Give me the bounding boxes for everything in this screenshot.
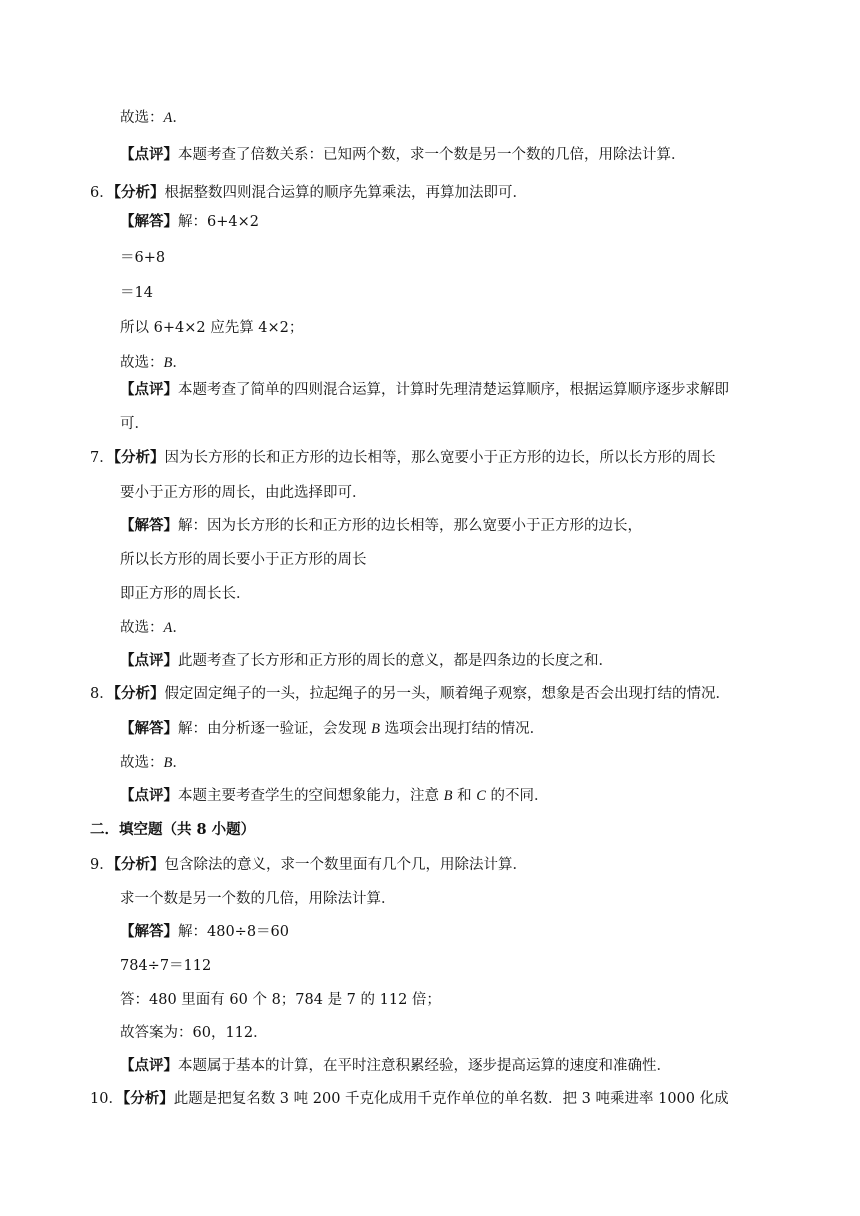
- q9-analysis-cont: 求一个数是另一个数的几倍，用除法计算．: [120, 891, 396, 907]
- q9-review: 【点评】本题属于基本的计算，在平时注意积累经验，逐步提高运算的速度和准确性．: [120, 1057, 671, 1074]
- q7-step: 所以长方形的周长要小于正方形的周长: [120, 552, 367, 568]
- q6-step: 所以 6+4×2 应先算 4×2；: [120, 320, 304, 336]
- q10-analysis: 10．【分析】此题是把复名数 3 吨 200 千克化成用千克作单位的单名数．把 3 吨乘进率 1000 化成: [90, 1090, 729, 1107]
- q7-step: 即正方形的周长长．: [120, 586, 251, 602]
- q7-analysis: 7．【分析】因为长方形的长和正方形的边长相等，那么宽要小于正方形的边长，所以长方形的周长: [90, 449, 716, 466]
- choice-line: 故选：A．: [120, 110, 187, 126]
- q6-review: 【点评】本题考查了简单的四则混合运算，计算时先理清楚运算顺序，根据运算顺序逐步求解即: [120, 381, 729, 398]
- q8-analysis: 8．【分析】假定固定绳子的一头，拉起绳子的另一头，顺着绳子观察，想象是否会出现打结的情况．: [90, 685, 730, 702]
- review-line: 【点评】本题考查了倍数关系：已知两个数，求一个数是另一个数的几倍，用除法计算．: [120, 146, 686, 163]
- q8-review: 【点评】本题主要考查学生的空间想象能力，注意 B 和 C 的不同．: [120, 787, 549, 804]
- q9-step: 784÷7＝112: [120, 958, 212, 974]
- q7-choice: 故选：A．: [120, 620, 187, 636]
- q9-analysis: 9．【分析】包含除法的意义，求一个数里面有几个几，用除法计算．: [90, 856, 527, 873]
- q6-step: ＝6+8: [120, 250, 166, 266]
- q6-analysis: 6．【分析】根据整数四则混合运算的顺序先算乘法，再算加法即可．: [90, 184, 527, 201]
- q8-answer: 【解答】解：由分析逐一验证，会发现 B 选项会出现打结的情况．: [120, 720, 545, 737]
- q7-review: 【点评】此题考查了长方形和正方形的周长的意义，都是四条边的长度之和．: [120, 652, 613, 669]
- q6-choice: 故选：B．: [120, 355, 187, 371]
- section-heading: 二．填空题（共 8 小题）: [90, 821, 256, 838]
- q9-answer: 【解答】解：480÷8＝60: [120, 923, 290, 940]
- q6-step: ＝14: [120, 285, 153, 301]
- q7-answer: 【解答】解：因为长方形的长和正方形的边长相等，那么宽要小于正方形的边长，: [120, 517, 642, 534]
- q8-choice: 故选：B．: [120, 755, 187, 771]
- q9-step: 故答案为：60，112．: [120, 1025, 268, 1041]
- q6-review-cont: 可．: [120, 416, 149, 432]
- q9-step: 答：480 里面有 60 个 8；784 是 7 的 112 倍；: [120, 992, 441, 1008]
- q7-analysis-cont: 要小于正方形的周长，由此选择即可．: [120, 485, 367, 501]
- q6-answer: 【解答】解：6+4×2: [120, 213, 259, 230]
